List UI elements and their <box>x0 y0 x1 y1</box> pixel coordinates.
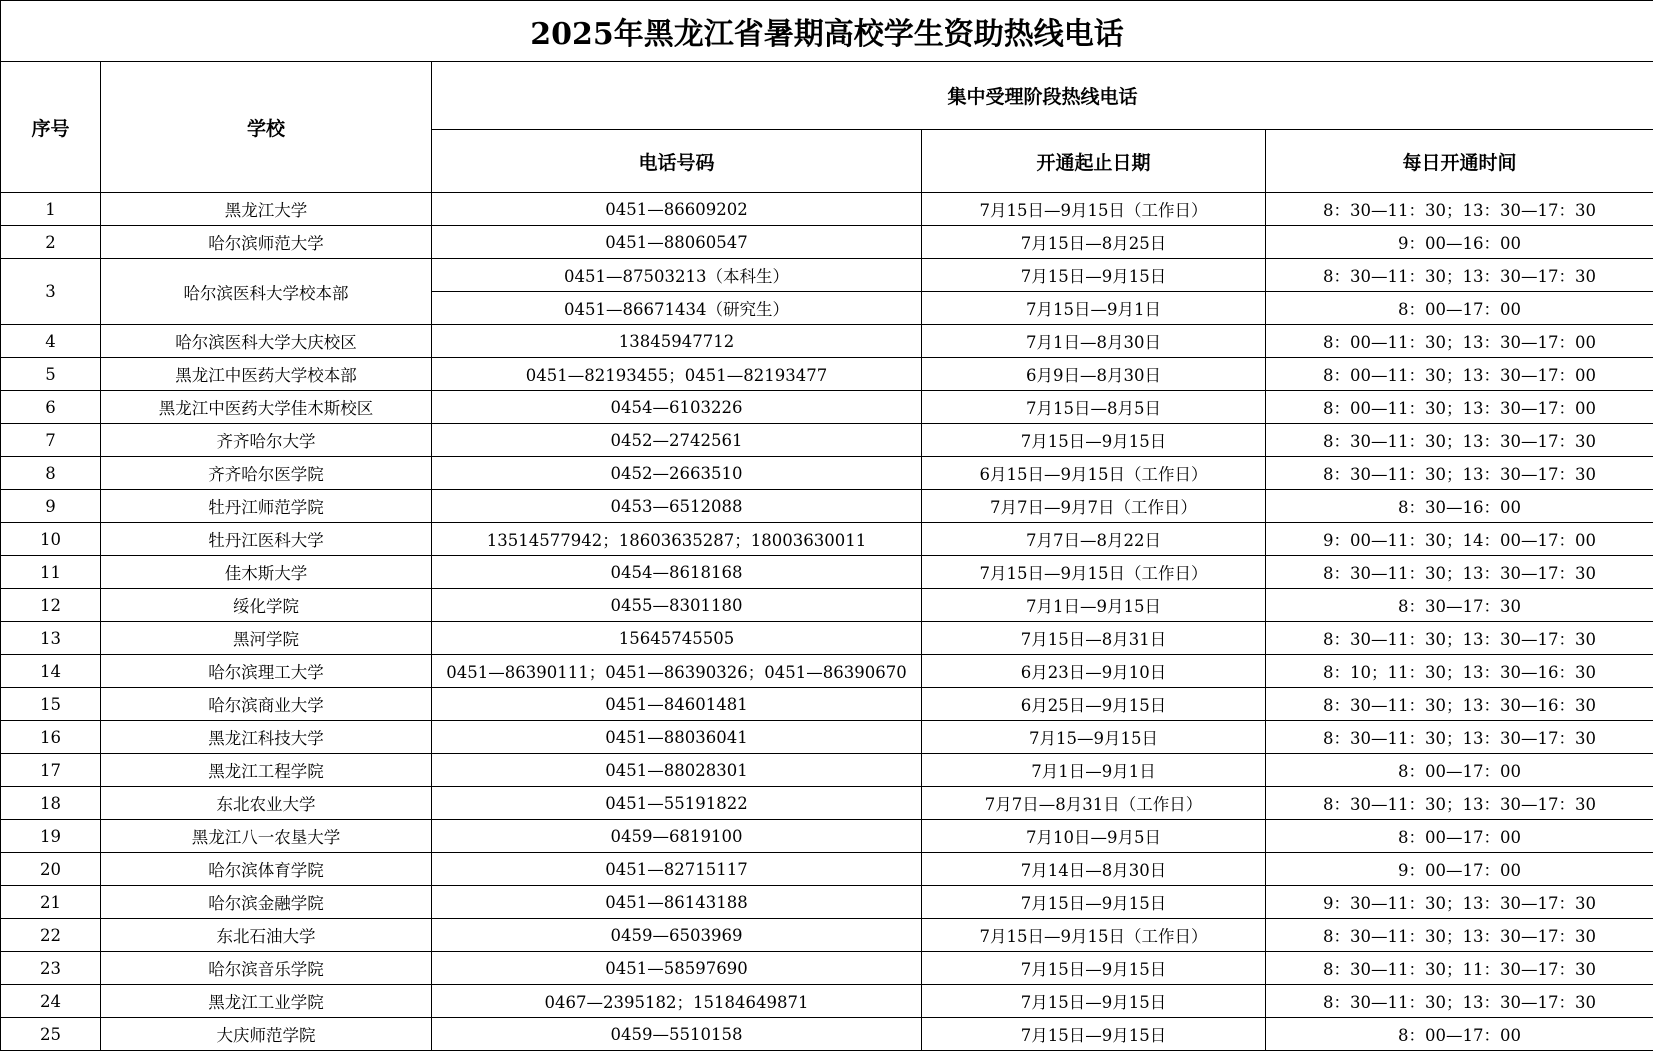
row-index: 7 <box>1 424 101 457</box>
row-dates: 6月23日—9月10日 <box>922 655 1266 688</box>
row-index: 11 <box>1 556 101 589</box>
row-hours: 8：00—11：30；13：30—17：00 <box>1266 391 1653 424</box>
row-hours: 8：10；11：30；13：30—16：30 <box>1266 655 1653 688</box>
row-hours: 8：30—11：30；13：30—17：30 <box>1266 721 1653 754</box>
row-hours: 8：00—17：00 <box>1266 820 1653 853</box>
row-index: 12 <box>1 589 101 622</box>
row-hours: 9：00—11：30；14：00—17：00 <box>1266 523 1653 556</box>
row-school: 绥化学院 <box>101 589 432 622</box>
row-school: 黑龙江中医药大学校本部 <box>101 358 432 391</box>
table-row <box>1 358 1653 391</box>
row-dates: 7月1日—9月15日 <box>922 589 1266 622</box>
row-hours: 8：30—17：30 <box>1266 589 1653 622</box>
table-row <box>1 886 1653 919</box>
row-dates: 7月1日—9月1日 <box>922 754 1266 787</box>
row-school: 佳木斯大学 <box>101 556 432 589</box>
row-index: 2 <box>1 226 101 259</box>
row-school: 黑龙江中医药大学佳木斯校区 <box>101 391 432 424</box>
row-dates: 7月15日—9月15日（工作日） <box>922 193 1266 226</box>
row-hours: 8：30—11：30；13：30—17：30 <box>1266 457 1653 490</box>
row-index: 10 <box>1 523 101 556</box>
row-phone: 0452—2742561 <box>432 424 922 457</box>
row-dates: 7月15日—9月15日 <box>922 952 1266 985</box>
row-index: 9 <box>1 490 101 523</box>
row-dates: 6月9日—8月30日 <box>922 358 1266 391</box>
row-index: 5 <box>1 358 101 391</box>
row-hours: 8：30—11：30；13：30—17：30 <box>1266 259 1653 292</box>
row-index: 6 <box>1 391 101 424</box>
row-dates: 7月15日—8月31日 <box>922 622 1266 655</box>
row-school: 哈尔滨医科大学校本部 <box>101 259 432 325</box>
row-dates: 7月7日—8月22日 <box>922 523 1266 556</box>
row-school: 大庆师范学院 <box>101 1018 432 1051</box>
row-hours: 8：30—11：30；11：30—17：30 <box>1266 952 1653 985</box>
row-index: 4 <box>1 325 101 358</box>
row-school: 东北农业大学 <box>101 787 432 820</box>
row-phone: 0451—82193455；0451—82193477 <box>432 358 922 391</box>
table-row <box>1 688 1653 721</box>
row-phone: 13845947712 <box>432 325 922 358</box>
row-school: 黑河学院 <box>101 622 432 655</box>
row-hours: 9：00—17：00 <box>1266 853 1653 886</box>
row-phone: 0455—8301180 <box>432 589 922 622</box>
row-school: 哈尔滨医科大学大庆校区 <box>101 325 432 358</box>
row-school: 黑龙江八一农垦大学 <box>101 820 432 853</box>
row-school: 黑龙江科技大学 <box>101 721 432 754</box>
row-phone: 0453—6512088 <box>432 490 922 523</box>
row-index: 19 <box>1 820 101 853</box>
row-dates: 7月7日—8月31日（工作日） <box>922 787 1266 820</box>
row-phone: 0454—6103226 <box>432 391 922 424</box>
row-dates: 7月15日—9月15日 <box>922 259 1266 292</box>
row-dates: 6月15日—9月15日（工作日） <box>922 457 1266 490</box>
table-row <box>1 457 1653 490</box>
header-dates: 开通起止日期 <box>922 130 1266 193</box>
row-dates: 7月10日—9月5日 <box>922 820 1266 853</box>
row-hours: 8：30—11：30；13：30—17：30 <box>1266 193 1653 226</box>
row-dates: 7月15日—9月15日 <box>922 1018 1266 1051</box>
row-index: 8 <box>1 457 101 490</box>
row-hours: 8：30—11：30；13：30—17：30 <box>1266 919 1653 952</box>
row-hours: 8：30—11：30；13：30—17：30 <box>1266 787 1653 820</box>
table-row <box>1 259 1653 292</box>
table-row <box>1 325 1653 358</box>
table-row <box>1 193 1653 226</box>
row-phone: 0451—82715117 <box>432 853 922 886</box>
row-hours: 8：30—11：30；13：30—17：30 <box>1266 424 1653 457</box>
row-school: 哈尔滨体育学院 <box>101 853 432 886</box>
row-dates: 7月15日—8月25日 <box>922 226 1266 259</box>
row-phone: 0459—5510158 <box>432 1018 922 1051</box>
header-phone: 电话号码 <box>432 130 922 193</box>
table-row <box>1 754 1653 787</box>
row-school: 东北石油大学 <box>101 919 432 952</box>
row-dates: 7月15日—9月15日 <box>922 424 1266 457</box>
row-dates: 6月25日—9月15日 <box>922 688 1266 721</box>
row-hours: 8：00—11：30；13：30—17：00 <box>1266 325 1653 358</box>
row-hours: 8：30—11：30；13：30—16：30 <box>1266 688 1653 721</box>
row-phone: 0451—88028301 <box>432 754 922 787</box>
row-phone: 0451—88060547 <box>432 226 922 259</box>
row-phone: 13514577942；18603635287；18003630011 <box>432 523 922 556</box>
row-index: 3 <box>1 259 101 325</box>
row-hours: 8：30—16：00 <box>1266 490 1653 523</box>
row-school: 哈尔滨师范大学 <box>101 226 432 259</box>
row-phone: 0467—2395182；15184649871 <box>432 985 922 1018</box>
row-phone: 0454—8618168 <box>432 556 922 589</box>
row-index: 24 <box>1 985 101 1018</box>
row-school: 黑龙江工业学院 <box>101 985 432 1018</box>
table-row <box>1 391 1653 424</box>
table-row <box>1 985 1653 1018</box>
row-school: 齐齐哈尔大学 <box>101 424 432 457</box>
row-dates: 7月15日—8月5日 <box>922 391 1266 424</box>
row-phone: 0452—2663510 <box>432 457 922 490</box>
row-index: 21 <box>1 886 101 919</box>
table-row <box>1 721 1653 754</box>
row-dates: 7月15日—9月15日 <box>922 985 1266 1018</box>
row-phone: 0451—86390111；0451—86390326；0451—86390670 <box>432 655 922 688</box>
row-index: 20 <box>1 853 101 886</box>
row-index: 25 <box>1 1018 101 1051</box>
table-body <box>1 193 1653 1051</box>
table-title: 2025年黑龙江省暑期高校学生资助热线电话 <box>1 1 1653 62</box>
row-phone: 0451—58597690 <box>432 952 922 985</box>
header-hours: 每日开通时间 <box>1266 130 1653 193</box>
row-dates: 7月14日—8月30日 <box>922 853 1266 886</box>
table-row <box>1 655 1653 688</box>
row-phone: 0451—86143188 <box>432 886 922 919</box>
table-row <box>1 919 1653 952</box>
row-school: 哈尔滨理工大学 <box>101 655 432 688</box>
row-dates: 7月15日—9月15日 <box>922 886 1266 919</box>
row-phone: 0451—84601481 <box>432 688 922 721</box>
row-school: 黑龙江工程学院 <box>101 754 432 787</box>
header-school: 学校 <box>101 62 432 193</box>
table-row <box>1 820 1653 853</box>
row-phone: 0451—86671434（研究生） <box>432 292 922 325</box>
row-hours: 8：30—11：30；13：30—17：30 <box>1266 622 1653 655</box>
table-row <box>1 424 1653 457</box>
row-index: 13 <box>1 622 101 655</box>
table-row <box>1 622 1653 655</box>
row-phone: 0451—87503213（本科生） <box>432 259 922 292</box>
table-row <box>1 952 1653 985</box>
row-hours: 9：00—16：00 <box>1266 226 1653 259</box>
row-dates: 7月15日—9月15日（工作日） <box>922 556 1266 589</box>
header-index: 序号 <box>1 62 101 193</box>
table-row <box>1 787 1653 820</box>
table-row <box>1 226 1653 259</box>
row-dates: 7月15日—9月1日 <box>922 292 1266 325</box>
row-index: 15 <box>1 688 101 721</box>
header-group: 集中受理阶段热线电话 <box>432 62 1653 130</box>
row-school: 齐齐哈尔医学院 <box>101 457 432 490</box>
table-row <box>1 523 1653 556</box>
row-school: 牡丹江医科大学 <box>101 523 432 556</box>
row-index: 17 <box>1 754 101 787</box>
row-index: 1 <box>1 193 101 226</box>
table-row <box>1 853 1653 886</box>
row-phone: 15645745505 <box>432 622 922 655</box>
row-school: 黑龙江大学 <box>101 193 432 226</box>
row-hours: 8：00—17：00 <box>1266 1018 1653 1051</box>
row-dates: 7月1日—8月30日 <box>922 325 1266 358</box>
row-hours: 8：30—11：30；13：30—17：30 <box>1266 985 1653 1018</box>
row-index: 16 <box>1 721 101 754</box>
row-phone: 0459—6819100 <box>432 820 922 853</box>
row-dates: 7月15日—9月15日（工作日） <box>922 919 1266 952</box>
row-school: 哈尔滨商业大学 <box>101 688 432 721</box>
row-index: 22 <box>1 919 101 952</box>
row-index: 23 <box>1 952 101 985</box>
row-hours: 8：30—11：30；13：30—17：30 <box>1266 556 1653 589</box>
table-row <box>1 490 1653 523</box>
row-phone: 0451—55191822 <box>432 787 922 820</box>
row-hours: 9：30—11：30；13：30—17：30 <box>1266 886 1653 919</box>
row-hours: 8：00—17：00 <box>1266 292 1653 325</box>
row-phone: 0459—6503969 <box>432 919 922 952</box>
row-index: 14 <box>1 655 101 688</box>
row-dates: 7月15—9月15日 <box>922 721 1266 754</box>
table-row <box>1 1018 1653 1051</box>
row-phone: 0451—86609202 <box>432 193 922 226</box>
row-index: 18 <box>1 787 101 820</box>
row-school: 哈尔滨金融学院 <box>101 886 432 919</box>
row-hours: 8：00—17：00 <box>1266 754 1653 787</box>
row-school: 哈尔滨音乐学院 <box>101 952 432 985</box>
row-dates: 7月7日—9月7日（工作日） <box>922 490 1266 523</box>
table-row <box>1 556 1653 589</box>
table-row <box>1 589 1653 622</box>
row-phone: 0451—88036041 <box>432 721 922 754</box>
row-hours: 8：00—11：30；13：30—17：00 <box>1266 358 1653 391</box>
row-school: 牡丹江师范学院 <box>101 490 432 523</box>
